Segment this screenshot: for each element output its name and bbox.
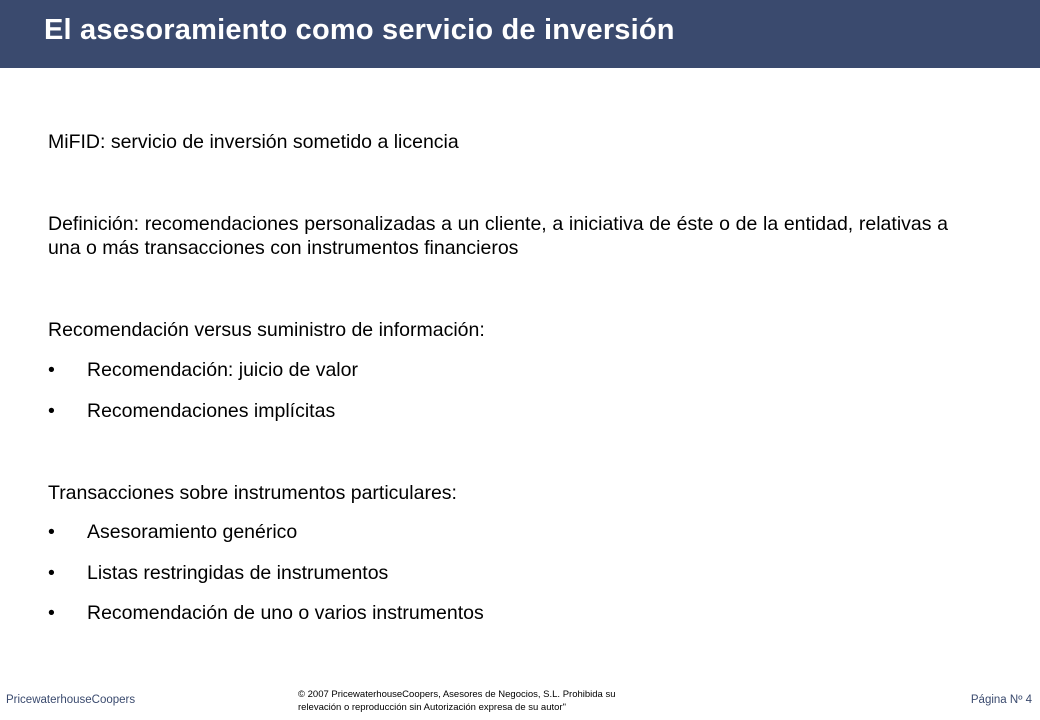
list-item-text: Recomendaciones implícitas: [87, 400, 336, 422]
bullet-icon: •: [48, 562, 55, 584]
bullet-icon: •: [48, 521, 55, 543]
mifid-line: MiFID: servicio de inversión sometido a licencia: [48, 131, 459, 153]
copyright-line-1: © 2007 PricewaterhouseCoopers, Asesores de Negocios, S.L. Prohibida su: [298, 689, 616, 700]
footer-copyright: [298, 688, 688, 714]
bullet-icon: •: [48, 602, 55, 624]
bullet-icon: •: [48, 359, 55, 381]
slide-title: El asesoramiento como servicio de inversión: [44, 14, 675, 46]
footer-page-number: Página Nº 4: [970, 694, 1032, 706]
copyright-line-2: relevación o reproducción sin Autorización expresa de su autor": [298, 702, 566, 713]
list-item-text: Recomendación: juicio de valor: [87, 359, 358, 381]
definition-paragraph: Definición: recomendaciones personalizadas a un cliente, a iniciativa de éste o de la entidad, relativas a una o más transacciones con instrumentos financieros: [48, 213, 948, 259]
transactions-heading: Transacciones sobre instrumentos particulares:: [48, 482, 457, 504]
list-item-text: Recomendación de uno o varios instrumentos: [87, 602, 484, 624]
footer-company: PricewaterhouseCoopers: [6, 694, 136, 706]
list-item-text: Listas restringidas de instrumentos: [87, 562, 389, 584]
list-item-text: Asesoramiento genérico: [87, 521, 298, 543]
recommendation-heading: Recomendación versus suministro de información:: [48, 319, 485, 341]
title-bar: [0, 0, 1040, 68]
bullet-icon: •: [48, 400, 55, 422]
